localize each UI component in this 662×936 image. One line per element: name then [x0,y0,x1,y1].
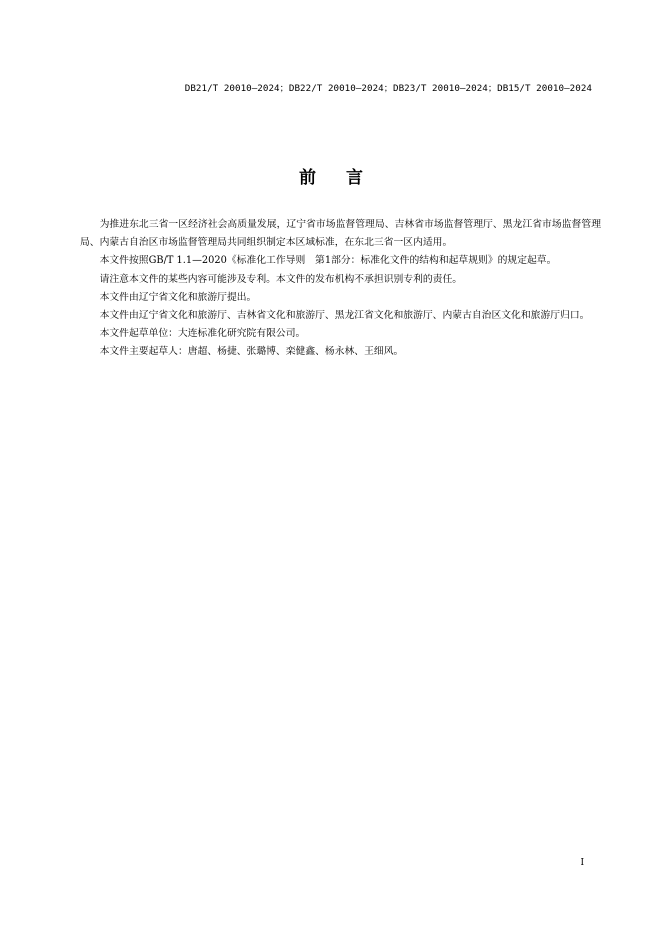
paragraph-drafters: 本文件主要起草人：唐超、杨捷、张璐博、栾健鑫、杨永林、王细风。 [99,346,404,358]
standard-number-header: DB21/T 20010—2024；DB22/T 20010—2024；DB23/T 20010—2024；DB15/T 20010—2024 [184,83,592,94]
paragraph-proposer: 本文件由辽宁省文化和旅游厅提出。 [99,291,257,303]
paragraph-drafting-rules: 本文件按照GB/T 1.1—2020《标准化工作导则 第1部分：标准化文件的结构和起草规则》的规定起草。 [99,255,557,267]
paragraph-centralized-by: 本文件由辽宁省文化和旅游厅、吉林省文化和旅游厅、黑龙江省文化和旅游厅、内蒙古自治区文化和旅游厅归口。 [99,310,590,322]
paragraph-purpose: 为推进东北三省一区经济社会高质量发展，辽宁省市场监督管理局、吉林省市场监督管理厅、黑龙江省市场监督管理局、内蒙古自治区市场监督管理局共同组织制定本区域标准，在东北三省一区内适用。 [80,219,601,249]
page-number: I [580,858,584,868]
paragraph-patent-notice: 请注意本文件的某些内容可能涉及专利。本文件的发布机构不承担识别专利的责任。 [99,273,463,285]
foreword-body [80,216,601,362]
page-title: 前言 [299,168,393,188]
paragraph-drafting-unit: 本文件起草单位：大连标准化研究院有限公司。 [99,328,306,340]
